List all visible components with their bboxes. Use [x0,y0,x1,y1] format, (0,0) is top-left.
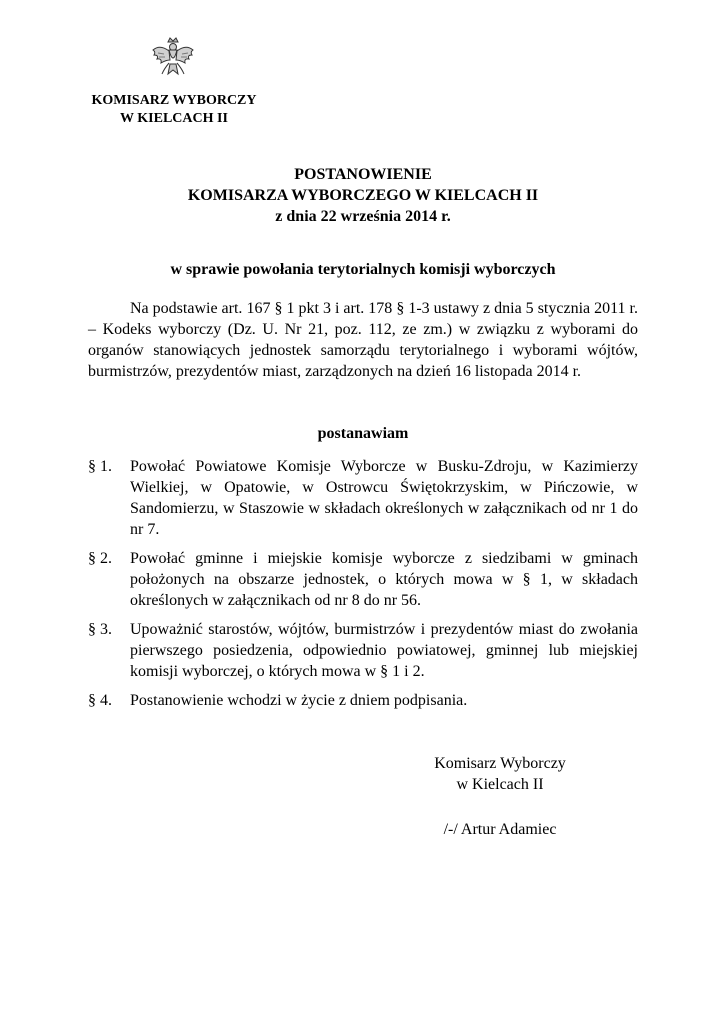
paragraph-1 [88,456,638,540]
title-line-2: KOMISARZA WYBORCZEGO W KIELCACH II [187,187,539,204]
paragraph-4 [88,690,638,711]
paragraph-number: § 1. [88,458,112,475]
paragraph-number: § 2. [88,550,112,567]
signature-block [420,753,580,840]
decision-heading: postanawiam [317,425,409,442]
paragraph-3 [88,619,638,682]
legal-basis-paragraph: Na podstawie art. 167 § 1 pkt 3 i art. 178 § 1-3 ustawy z dnia 5 stycznia 2011 r. – Kodeks wyborczy (Dz. U. Nr 21, poz. 112, ze zm.) w związku z wyborami do organów stanowiących jednostek samorządu terytorialnego i wyborami wójtów, burmistrzów, prezydentów miast, zarządzonych na dzień 16 listopada 2014 r. [88,300,638,380]
document-title [88,164,638,227]
signer-name: /-/ Artur Adamiec [443,821,557,838]
authority-line-2: W KIELCACH II [120,111,228,126]
title-line-1: POSTANOWIENIE [294,166,432,183]
signature-title: Komisarz Wyborczy [434,755,566,772]
paragraph-text: Upoważnić starostów, wójtów, burmistrzów i prezydentów miast do zwołania pierwszego posiedzenia, odpowiednio powiatowej, gminnej lub miejskiej komisji wyborczej, o których mowa w § 1 i 2. [130,621,638,680]
paragraph-list [88,456,638,719]
title-date: z dnia 22 września 2014 r. [275,208,451,225]
authority-line-1: KOMISARZ WYBORCZY [91,93,257,108]
issuing-authority [88,92,260,128]
paragraph-number: § 4. [88,692,112,709]
paragraph-text: Powołać Powiatowe Komisje Wyborcze w Busku-Zdroju, w Kazimierzy Wielkiej, w Opatowie, w Ostrowcu Świętokrzyskim, w Pińczowie, w Sandomierzu, w Staszowie w składach określonych w załącznikach od nr 1 do nr 7. [130,458,638,538]
paragraph-text: Powołać gminne i miejskie komisje wyborcze z siedzibami w gminach położonych na obszarze jednostek, o których mowa w § 1, w składach określonych w załącznikach od nr 8 do nr 56. [130,550,638,609]
polish-eagle-emblem-icon [150,36,196,84]
paragraph-number: § 3. [88,621,112,638]
signature-location: w Kielcach II [456,776,544,793]
paragraph-text: Postanowienie wchodzi w życie z dniem podpisania. [130,692,468,709]
document-subject: w sprawie powołania terytorialnych komisji wyborczych [170,261,556,278]
paragraph-2 [88,548,638,611]
